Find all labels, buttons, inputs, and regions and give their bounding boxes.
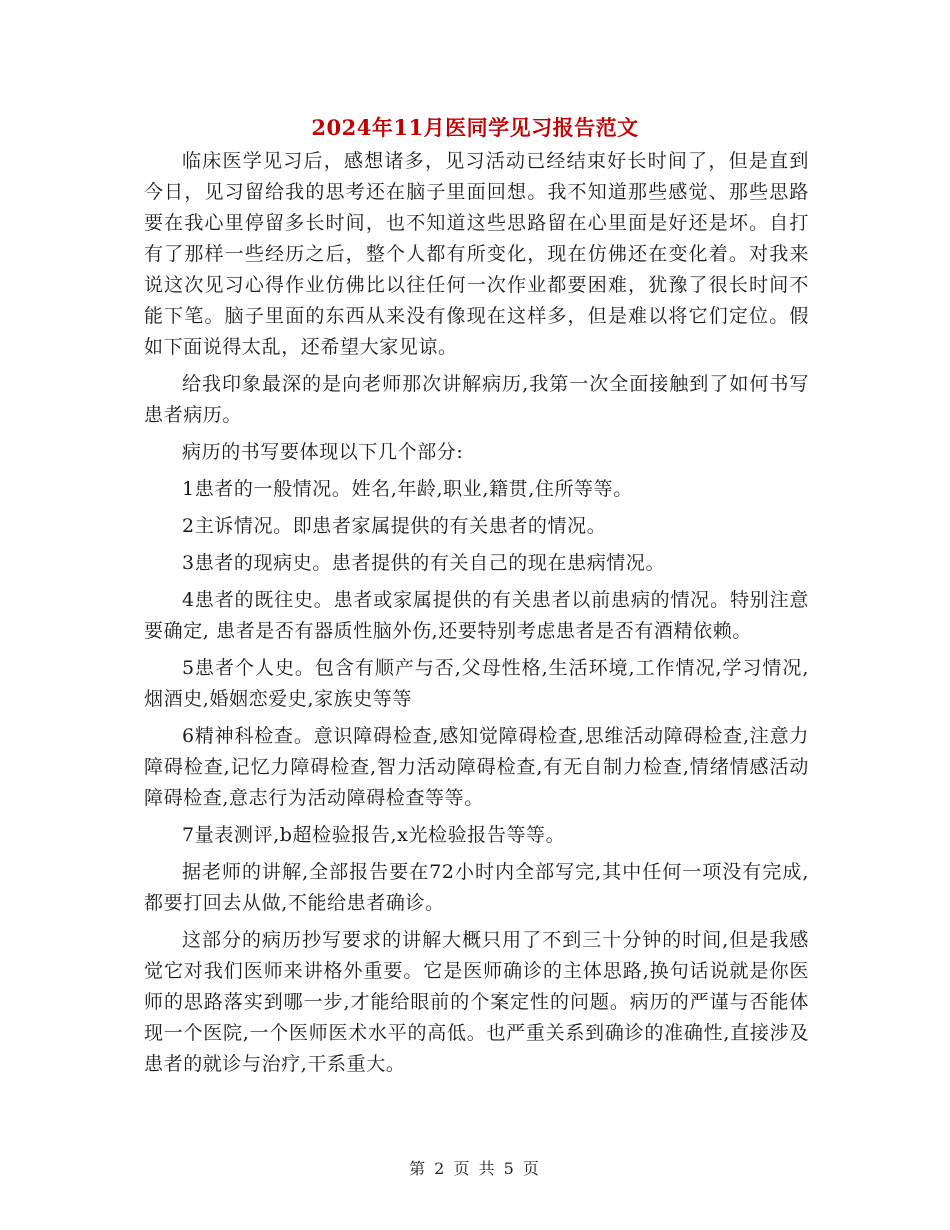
paragraph-conclusion: 这部分的病历抄写要求的讲解大概只用了不到三十分钟的时间,但是我感觉它对我们医师来讲格外重要。它是医师确诊的主体思路,换句话说就是你医师的思路落实到哪一步,才能给眼前的个案定性的问题。病历的严谨与否能体现一个医院,一个医师医术水平的高低。也严重关系到确诊的准确性,直接涉及患者的就诊与治疗,干系重大。 bbox=[144, 929, 809, 1075]
page-footer: 第 2 页 共 5 页 bbox=[409, 1159, 541, 1178]
paragraph-sections-intro: 病历的书写要体现以下几个部分: bbox=[182, 441, 464, 463]
paragraph-item-1: 1患者的一般情况。姓名,年龄,职业,籍贯,住所等等。 bbox=[182, 478, 633, 500]
paragraph-item-6: 6精神科检查。意识障碍检查,感知觉障碍检查,思维活动障碍检查,注意力障碍检查,记忆力障碍检查,智力活动障碍检查,有无自制力检查,情绪情感活动障碍检查,意志行为活动障碍检查等等。 bbox=[144, 725, 809, 809]
paragraph-item-4: 4患者的既往史。患者或家属提供的有关患者以前患病的情况。特别注意要确定, 患者是否有器质性脑外伤,还要特别考虑患者是否有酒精依赖。 bbox=[144, 589, 809, 642]
document-title: 2024年11月医同学见习报告范文 bbox=[311, 115, 639, 140]
paragraph-deadline: 据老师的讲解,全部报告要在72小时内全部写完,其中任何一项没有完成,都要打回去从做,不能给患者确诊。 bbox=[144, 861, 809, 914]
paragraph-item-2: 2主诉情况。即患者家属提供的有关患者的情况。 bbox=[182, 515, 607, 537]
paragraph-item-7: 7量表测评,b超检验报告,x光检验报告等等。 bbox=[182, 824, 566, 846]
paragraph-item-5: 5患者个人史。包含有顺产与否,父母性格,生活环境,工作情况,学习情况,烟酒史,婚姻恋爱史,家族史等等 bbox=[144, 657, 809, 710]
document-body bbox=[144, 146, 809, 1086]
paragraph-item-3: 3患者的现病史。患者提供的有关自己的现在患病情况。 bbox=[182, 552, 666, 574]
paragraph-impression: 给我印象最深的是向老师那次讲解病历,我第一次全面接触到了如何书写患者病历。 bbox=[144, 373, 809, 426]
paragraph-intro: 临床医学见习后，感想诸多，见习活动已经结束好长时间了，但是直到今日，见习留给我的思考还在脑子里面回想。我不知道那些感觉、那些思路要在我心里停留多长时间，也不知道这些思路留在心里面是好还是坏。自打有了那样一些经历之后，整个人都有所变化，现在仿佛还在变化着。对我来说这次见习心得作业仿佛比以往任何一次作业都要困难，犹豫了很长时间不能下笔。脑子里面的东西从来没有像现在这样多，但是难以将它们定位。假如下面说得太乱，还希望大家见谅。 bbox=[144, 150, 809, 358]
